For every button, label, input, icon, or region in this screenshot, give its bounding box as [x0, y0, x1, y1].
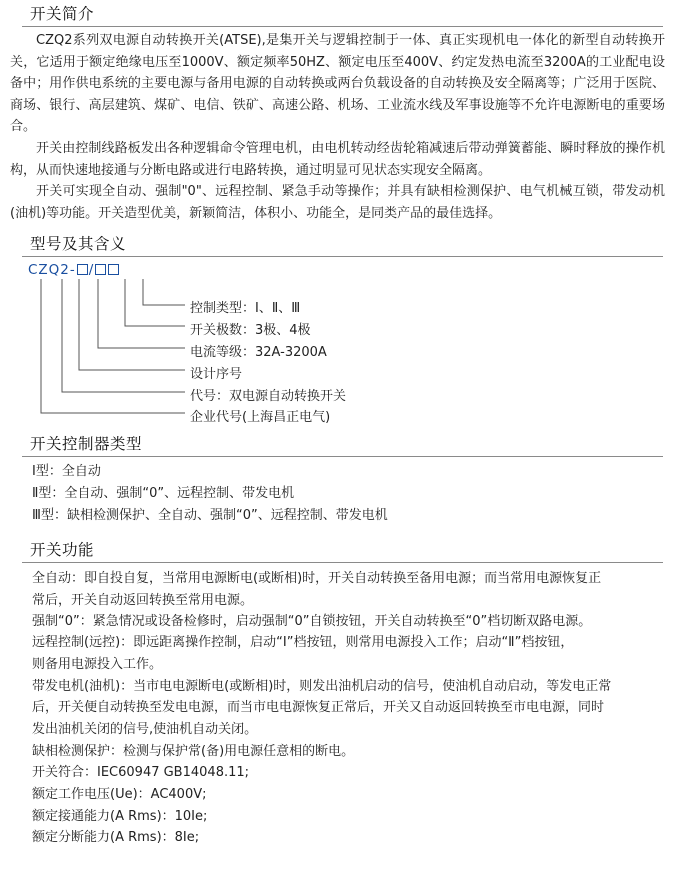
function-line: 发出油机关闭的信号,使油机自动关闭。: [32, 722, 258, 737]
section-title-model: 型号及其含义: [30, 235, 127, 253]
function-line: 则备用电源投入工作。: [32, 657, 163, 672]
function-line: 开关符合：IEC60947 GB14048.11;: [32, 765, 250, 780]
bracket-line-code: [62, 279, 185, 392]
function-line: 强制“0”：紧急情况或设备检修时，启动强制“0”自锁按钮，开关自动转换至“0”档切断双路电源。: [32, 614, 592, 629]
section-divider: [22, 456, 663, 457]
intro-paragraph-1: CZQ2系列双电源自动转换开关(ATSE),是集开关与逻辑控制于一体、真正实现机电一体化的新型自动转换开关，它适用于额定绝缘电压至1000V、额定频率50HZ、额定电压至400V、约定发热电流至3200A的工业配电设备中；用作供电系统的主要电源与备用电源的自动转换或两台负载设备的自动转换及安全隔离等；广泛用于医院、商场、银行、高层建筑、煤矿、电信、铁矿、高速公路、机场、工业流水线及军事设施等不允许电源断电的重要场合。: [10, 33, 665, 135]
model-code-separator: /: [88, 262, 95, 278]
bracket-line-poles: [125, 279, 185, 326]
model-legend-item: 控制类型：Ⅰ、Ⅱ、Ⅲ: [190, 301, 301, 316]
bracket-line-company: [41, 279, 185, 413]
bracket-line-design-no: [79, 279, 185, 370]
section-title-controller: 开关控制器类型: [30, 435, 143, 453]
bracket-line-control-type: [143, 279, 185, 305]
intro-paragraph-3: 开关可实现全自动、强制"0"、远程控制、紧急手动等操作；并具有缺相检测保护、电气机械互锁，带发动机(油机)等功能。开关造型优美，新颖简洁，体积小、功能全，是同类产品的最佳选择。: [10, 184, 665, 221]
section-title-functions: 开关功能: [30, 541, 95, 559]
function-line: 后，开关便自动转换至发电电源，而当市电电源恢复正常后，开关又自动返回转换至市电电源，同时: [32, 700, 605, 715]
model-legend-item: 开关极数：3极、4极: [190, 323, 311, 338]
function-line: 额定工作电压(Ue)：AC400V;: [32, 787, 207, 802]
section-title-intro: 开关简介: [30, 5, 95, 23]
bracket-line-current: [98, 279, 185, 348]
controller-type-item: Ⅲ型：缺相检测保护、全自动、强制“0”、远程控制、带发电机: [32, 508, 388, 523]
section-divider: [22, 562, 663, 563]
intro-paragraph-2: 开关由控制线路板发出各种逻辑命令管理电机，由电机转动经齿轮箱减速后带动弹簧蓄能、瞬时释放的操作机构，从而快速地接通与分断电路或进行电路转换，通过明显可见状态实现安全隔离。: [10, 141, 665, 178]
function-line: 缺相检测保护：检测与保护常(备)用电源任意相的断电。: [32, 744, 355, 759]
model-legend-item: 代号：双电源自动转换开关: [190, 389, 347, 404]
model-legend-item: 设计序号: [190, 367, 243, 382]
section-header-functions: [22, 540, 663, 562]
function-line: 带发电机(油机)：当市电电源断电(或断相)时，则发出油机启动的信号，使油机自动启动，等发电正常: [32, 679, 612, 694]
model-code-prefix: CZQ2-: [28, 262, 76, 278]
function-line: 额定分断能力(A Rms)：8Ie;: [32, 830, 200, 845]
section-header-controller: [22, 434, 663, 456]
function-line: 远程控制(远控)：即远距离操作控制，启动“Ⅰ”档按钮，则常用电源投入工作；启动“Ⅱ”档按钮，: [32, 635, 574, 650]
function-line: 额定接通能力(A Rms)：10Ie;: [32, 809, 208, 824]
function-line: 全自动：即自投自复，当常用电源断电(或断相)时，开关自动转换至备用电源；而当常用电源恢复正: [32, 571, 602, 586]
controller-type-item: Ⅰ型：全自动: [32, 464, 101, 479]
controller-type-item: Ⅱ型：全自动、强制“0”、远程控制、带发电机: [32, 486, 295, 501]
model-legend-item: 企业代号(上海昌正电气): [190, 410, 331, 425]
function-line: 常后，开关自动返回转换至常用电源。: [32, 593, 254, 608]
model-legend-item: 电流等级：32A-3200A: [190, 345, 327, 360]
